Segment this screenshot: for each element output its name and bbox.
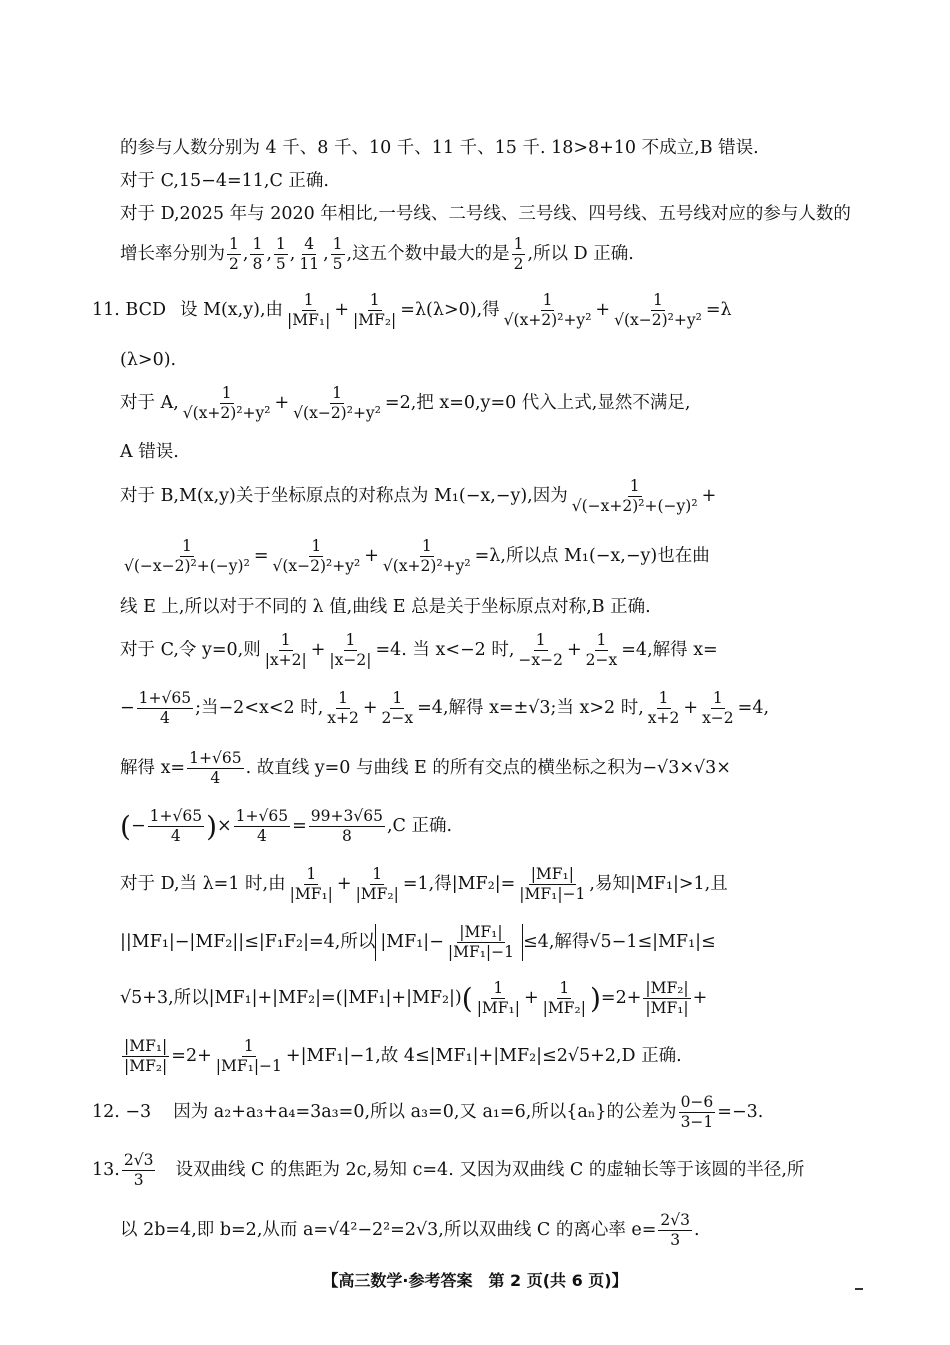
text-line: 增长率分别为 1 2 , 1 8 , 1 5 , 4 11 , 1 5 ,这五个数中最大的是 1 2 ,所以 D 正确.	[120, 235, 634, 274]
fraction: $\frac{1}{\text{|MF₂|}}$	[355, 865, 399, 904]
fraction: $\frac{\text{|MF₂|}}{\text{|MF₁|}}$	[645, 979, 689, 1018]
fraction: 1 √(−x−2)²+(−y)²	[124, 537, 250, 576]
fraction: $\frac{0-6}{3-1}$	[680, 1093, 714, 1132]
fraction: 1 x+2	[327, 689, 359, 728]
option-d-line: ||MF₁|−|MF₂||≤|F₁F₂|=4,所以 |MF₁|− $\frac{\text{|MF₁|}}{\text{|MF₁|−1}}$ ≤4,解得√5−1≤|MF₁|≤	[120, 923, 716, 962]
fraction: 1 |MF₁|	[289, 865, 333, 904]
option-d-line: √5+3,所以|MF₁|+|MF₂|=(|MF₁|+|MF₂|) ( 1 |MF₁| + 1 |MF₂| ) =2+ $\frac{\text{|MF₂|}}{\text{|MF₁|}}$ +	[120, 979, 708, 1018]
fraction: 1 √(−x+2)²+(−y)²	[571, 477, 698, 516]
fraction: $\frac{1}{\text{|MF₂|}}$	[353, 291, 397, 330]
fraction: 1 5	[275, 235, 286, 274]
fraction: $\frac{1}{|x-2|}$	[329, 631, 372, 670]
option-c-line: ( − 1+√65 4 ) × 1+√65 4 = 99+3√65 8 ,C 正确.	[120, 807, 453, 846]
fraction: 1+√65 4	[149, 807, 203, 846]
fraction: $\frac{\text{|MF₁|}}{\text{|MF₁|−1}}$	[519, 865, 586, 904]
option-c-line: − $\frac{1+√65}{4}$ ;当−2<x<2 时, 1 x+2 + $\frac{1}{2-x}$ =4,解得 x=±√3;当 x>2 时, 1 x+2 + $\frac{1}{x-2}$ =4,	[120, 689, 770, 728]
text-line: 对于 C,15−4=11,C 正确.	[120, 171, 329, 191]
option-b-line: 1 √(−x−2)²+(−y)² = 1 √(x−2)²+y² + $\frac{1}{\text{√(x+2)²+y²}}$ =λ,所以点 M₁(−x,−y)也在曲	[124, 537, 710, 576]
question-13-line: 以 2b=4,即 b=2,从而 a= √4²−2² =2√3,所以双曲线 C 的离心率 e= $\frac{2√3}{3}$ .	[120, 1211, 700, 1250]
fraction: 1 √(x−2)²+y²	[272, 537, 361, 576]
corner-mark	[855, 1288, 863, 1290]
fraction: $\frac{\text{|MF₁|}}{\text{|MF₁|−1}}$	[447, 923, 515, 962]
question-12-line: 12. −3 因为 a₂+a₃+a₄=3a₃=0,所以 a₃=0,又 a₁=6,所以{aₙ}的公差为 $\frac{0-6}{3-1}$ =−3.	[92, 1093, 764, 1132]
fraction: 1 |x+2|	[264, 631, 307, 670]
text-line: 的参与人数分别为 4 千、8 千、10 千、11 千、15 千. 18>8+10 不成立,B 错误.	[120, 138, 759, 158]
fraction: 1 2	[229, 235, 239, 274]
text-line: A 错误.	[120, 442, 179, 462]
question-13-line: 13. 2√3 3 设双曲线 C 的焦距为 2c,易知 c=4. 又因为双曲线 C 的虚轴长等于该圆的半径,所	[92, 1151, 805, 1190]
fraction: 1 −x−2	[518, 631, 563, 670]
fraction: 1 5	[332, 235, 343, 274]
fraction: $\frac{1+√65}{4}$	[138, 689, 192, 728]
option-d-line: $\frac{\text{|MF₁|}}{\text{|MF₂|}}$ =2+ $\frac{1}{\text{|MF₁|−1}}$ +|MF₁|−1,故 4≤|MF₁|+|MF₂|≤2√5+2,D 正确.	[124, 1037, 682, 1076]
fraction: 99+3√65 8	[310, 807, 383, 846]
fraction: 1 2	[513, 235, 524, 274]
fraction: 1 √(x+2)²+y²	[182, 384, 271, 423]
option-c-line: 对于 C,令 y=0,则 1 |x+2| + $\frac{1}{|x-2|}$ =4. 当 x<−2 时, 1 −x−2 + $\frac{1}{2-x}$ =4,解得 x=	[120, 631, 718, 670]
text-line: 对于 D,2025 年与 2020 年相比,一号线、二号线、三号线、四号线、五号线对应的参与人数的	[120, 204, 851, 224]
option-a-line: 对于 A, 1 √(x+2)²+y² + $\frac{1}{\text{√(x−2)²+y²}}$ =2,把 x=0,y=0 代入上式,显然不满足,	[120, 384, 691, 423]
option-d-line: 对于 D,当 λ=1 时,由 1 |MF₁| + $\frac{1}{\text{|MF₂|}}$ =1,得|MF₂|= $\frac{\text{|MF₁|}}{\text{|MF₁|−1}}$ ,易知|MF₁|>1,且	[120, 865, 728, 904]
fraction: $\frac{2√3}{3}$	[660, 1211, 691, 1250]
page-footer: 【高三数学·参考答案 第 2 页(共 6 页)】	[322, 1271, 628, 1290]
option-c-line: 解得 x= $\frac{1+√65}{4}$ . 故直线 y=0 与曲线 E 的所有交点的横坐标之积为−√3×√3×	[120, 749, 731, 788]
fraction: 1+√65 4	[235, 807, 289, 846]
fraction: 1 |MF₂|	[542, 979, 586, 1018]
question-11-line: 11. BCD 设 M(x,y),由 1 |MF₁| + $\frac{1}{\text{|MF₂|}}$ =λ(λ>0),得 1 √(x+2)²+y² + $\frac{1}{\text{√(x−2)²+y²}}$ =λ	[92, 291, 732, 330]
fraction: 1 8	[252, 235, 263, 274]
text-line: 线 E 上,所以对于不同的 λ 值,曲线 E 总是关于坐标原点对称,B 正确.	[120, 597, 651, 617]
fraction: 2√3 3	[123, 1151, 154, 1190]
fraction: 1 √(x+2)²+y²	[503, 291, 592, 330]
fraction: 1 |MF₁|	[287, 291, 331, 330]
fraction: $\frac{1}{\text{√(x−2)²+y²}}$	[614, 291, 702, 330]
text-line: (λ>0).	[120, 350, 177, 370]
fraction: $\frac{1+√65}{4}$	[189, 749, 242, 788]
fraction: 1 x+2	[647, 689, 680, 728]
fraction: $\frac{1}{\text{|MF₁|−1}}$	[215, 1037, 282, 1076]
fraction: $\frac{\text{|MF₁|}}{\text{|MF₂|}}$	[124, 1037, 168, 1076]
fraction: $\frac{1}{2-x}$	[585, 631, 618, 670]
option-b-line: 对于 B,M(x,y)关于坐标原点的对称点为 M₁(−x,−y),因为 1 √(−x+2)²+(−y)² +	[120, 477, 717, 516]
fraction: $\frac{1}{\text{√(x−2)²+y²}}$	[293, 384, 381, 423]
fraction: $\frac{1}{\text{√(x+2)²+y²}}$	[382, 537, 471, 576]
fraction: $\frac{1}{2-x}$	[381, 689, 414, 728]
fraction: $\frac{1}{x-2}$	[702, 689, 734, 728]
fraction: 1 |MF₁|	[476, 979, 520, 1018]
fraction: 4 11	[299, 235, 320, 274]
